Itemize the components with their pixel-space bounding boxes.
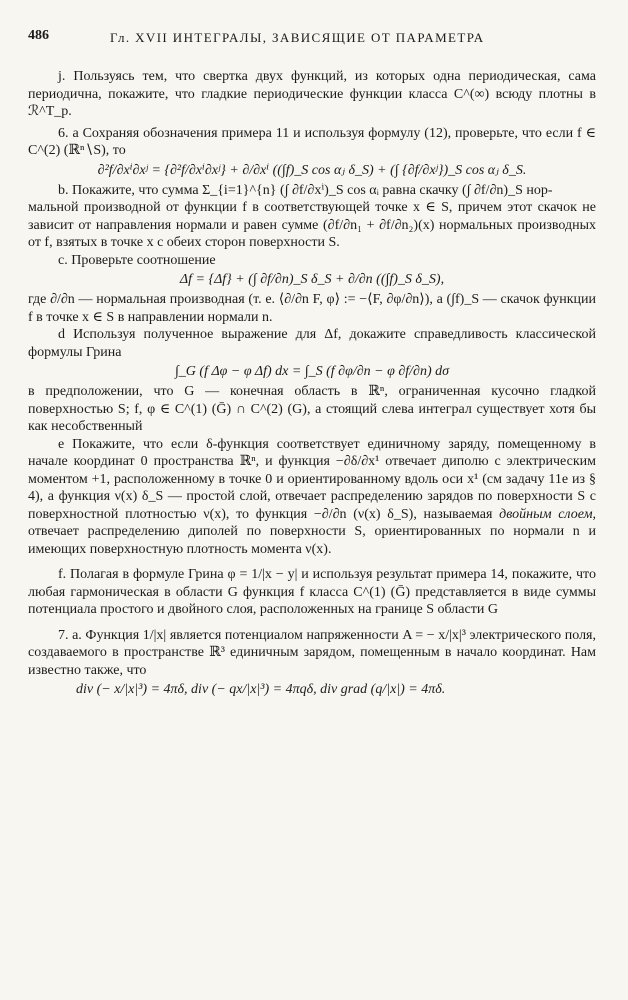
exercise-6e-text: e Покажите, что если δ-функция соответствует единичному заряду, помещенному в начале координат 0 пространства ℝⁿ, и функция −∂δ/∂x¹ отвечает диполю с электрическим моментом +1, расположенному в точке 0 и ориентированному вдоль оси x¹ (см задачу 11e из § 4), а функция ν(x) δ_S — простой слой, отвечает распределению зарядов по поверхности S с поверхностной плотностью ν(x), то функция −∂/∂n (ν(x) δ_S), называемая (28, 436, 596, 522)
exercise-6f: f. Полагая в формуле Грина φ = 1/|x − y| и используя результат примера 14, покажите, что любая гармоническая в области G функция f класса C^(1) (Ḡ) представляется в виде суммы потенциала простого и двойного слоя, расположенных на границе S области G (28, 567, 596, 617)
equation-green-formula: ∫_G (f Δφ − φ Δf) dx = ∫_S (f ∂φ/∂n − φ ∂f/∂n) dσ (174, 364, 450, 379)
page-body (28, 68, 596, 701)
equation-laplacian-jump: Δf = {Δf} + (∫ ∂f/∂n)_S δ_S + ∂/∂n ((∫f)_S δ_S), (179, 272, 445, 287)
exercise-6c-where: где ∂/∂n — нормальная производная (т. е. ⟨∂/∂n F, φ⟩ := −⟨F, ∂φ/∂n⟩), а (∫f)_S — скачок функции f в точке x ∈ S в направлении нормали n. (28, 292, 596, 325)
exercise-6e-tail: отвечает распределению диполей по поверхности S, ориентированных по нормали n и имеющих поверхностную плотность момента ν(x). (28, 524, 596, 557)
equation-second-derivative: ∂²f/∂xⁱ∂xʲ = {∂²f/∂xⁱ∂xʲ} + ∂/∂xⁱ ((∫f)_S cos αⱼ δ_S) + (∫ {∂f/∂xʲ})_S cos αⱼ δ_S. (97, 162, 527, 178)
page-header (0, 28, 628, 50)
exercise-6b-body: мальной производной от функции f в соответствующей точке x ∈ S, причем этот скачок не зависит от направления нормали и равен сумме (∂f/∂n₁ + ∂f/∂n₂)(x) нормальных производных от f, взятых в точке x с обеих сторон поверхности S. (28, 200, 596, 250)
exercise-j: j. Пользуясь тем, что свертка двух функций, из которых одна периодическая, сама периодична, покажите, что гладкие периодические функции класса C^(∞) всюду плотны в ℛ^T_p. (28, 69, 596, 119)
double-layer-term: двойным слоем, (499, 506, 597, 522)
exercise-7a: 7. a. Функция 1/|x| является потенциалом напряженности A = − x/|x|³ электрического поля, создаваемого в пространстве ℝ³ единичным зарядом, помещенным в начало координат. Нам известно также, что (28, 627, 596, 678)
exercise-6d: d Используя полученное выражение для Δf, докажите справедливость классической формулы Грина (28, 327, 596, 360)
exercise-6b-line1: b. Покажите, что сумма Σ_{i=1}^{n} (∫ ∂f/∂xⁱ)_S cos αᵢ равна скачку (∫ ∂f/∂n)_S нор- (58, 182, 553, 198)
exercise-6e (28, 436, 596, 559)
exercise-6a: 6. a Сохраняя обозначения примера 11 и используя формулу (12), проверьте, что если f ∈ C^(2) (ℝⁿ∖S), то (28, 125, 596, 158)
exercise-6c: c. Проверьте соотношение (58, 252, 216, 268)
equation-divergence: div (− x/|x|³) = 4πδ, div (− qx/|x|³) = 4πqδ, div grad (q/|x|) = 4πδ. (76, 682, 446, 697)
running-head: Гл. XVII ИНТЕГРАЛЫ, ЗАВИСЯЩИЕ ОТ ПАРАМЕТРА (110, 30, 485, 45)
page-number: 486 (28, 28, 49, 43)
exercise-6d-conditions: в предположении, что G — конечная область в ℝⁿ, ограниченная кусочно гладкой поверхностью S; f, φ ∈ C^(1) (Ḡ) ∩ C^(2) (G), а стоящий слева интеграл существует хотя бы как несобственный (28, 384, 596, 434)
